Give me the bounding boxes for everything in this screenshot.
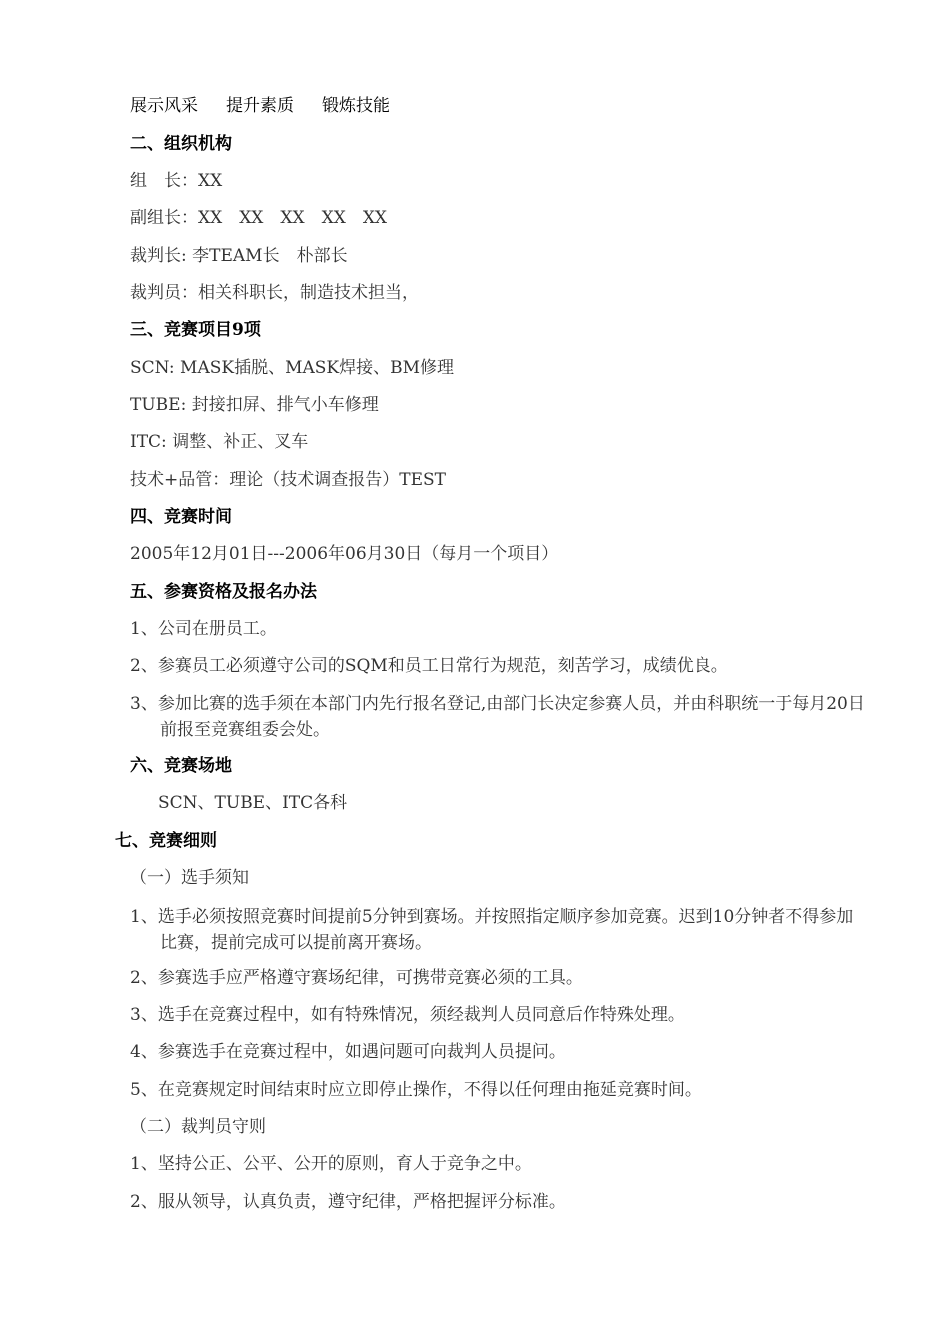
section-2-heading: 二、组织机构 xyxy=(130,134,232,154)
event-itc: ITC: 调整、补正、叉车 xyxy=(130,432,309,452)
slogan-1: 展示风采 xyxy=(130,96,198,116)
org-judges: 裁判员：相关科职长，制造技术担当， xyxy=(130,283,419,303)
venue-text: SCN、TUBE、ITC各科 xyxy=(158,793,348,813)
slogan-2: 提升素质 xyxy=(226,96,294,116)
org-chief-judge: 裁判长: 李TEAM长 朴部长 xyxy=(130,246,348,266)
eligibility-item-3: 3、参加比赛的选手须在本部门内先行报名登记,由部门长决定参赛人员，并由科职统一于每月20日前报至竞赛组委会处。 xyxy=(130,694,865,740)
contest-period: 2005年12月01日---2006年06月30日（每月一个项目） xyxy=(130,544,559,564)
eligibility-item-1: 1、公司在册员工。 xyxy=(130,619,277,639)
event-tube: TUBE: 封接扣屏、排气小车修理 xyxy=(130,395,379,415)
org-deputy: 副组长：XX XX XX XX XX xyxy=(130,208,388,228)
rules-contestant-heading: （一）选手须知 xyxy=(130,868,249,888)
contestant-rule-4: 4、参赛选手在竞赛过程中，如遇问题可向裁判人员提问。 xyxy=(130,1042,566,1062)
slogan-line xyxy=(130,94,390,118)
event-tech: 技术+品管：理论（技术调查报告）TEST xyxy=(130,470,446,490)
section-5-heading: 五、参赛资格及报名办法 xyxy=(130,582,317,602)
contestant-rule-3: 3、选手在竞赛过程中，如有特殊情况，须经裁判人员同意后作特殊处理。 xyxy=(130,1005,685,1025)
judge-rule-2: 2、服从领导，认真负责，遵守纪律，严格把握评分标准。 xyxy=(130,1192,566,1212)
rules-judge-heading: （二）裁判员守则 xyxy=(130,1117,266,1137)
section-6-heading: 六、竞赛场地 xyxy=(130,756,232,776)
slogan-3: 锻炼技能 xyxy=(322,96,390,116)
section-4-heading: 四、竞赛时间 xyxy=(130,507,232,527)
judge-rule-1: 1、坚持公正、公平、公开的原则，育人于竞争之中。 xyxy=(130,1154,532,1174)
section-7-heading: 七、竞赛细则 xyxy=(115,831,217,851)
eligibility-item-2: 2、参赛员工必须遵守公司的SQM和员工日常行为规范，刻苦学习，成绩优良。 xyxy=(130,656,728,676)
org-leader: 组 长：XX xyxy=(130,171,223,191)
contestant-rule-5: 5、在竞赛规定时间结束时应立即停止操作，不得以任何理由拖延竞赛时间。 xyxy=(130,1080,702,1100)
contestant-rule-2: 2、参赛选手应严格遵守赛场纪律，可携带竞赛必须的工具。 xyxy=(130,968,583,988)
contestant-rule-1: 1、选手必须按照竞赛时间提前5分钟到赛场。并按照指定顺序参加竞赛。迟到10分钟者不得参加比赛，提前完成可以提前离开赛场。 xyxy=(130,907,854,953)
section-3-heading: 三、竞赛项目9项 xyxy=(130,320,261,340)
event-scn: SCN: MASK插脱、MASK焊接、BM修理 xyxy=(130,358,455,378)
